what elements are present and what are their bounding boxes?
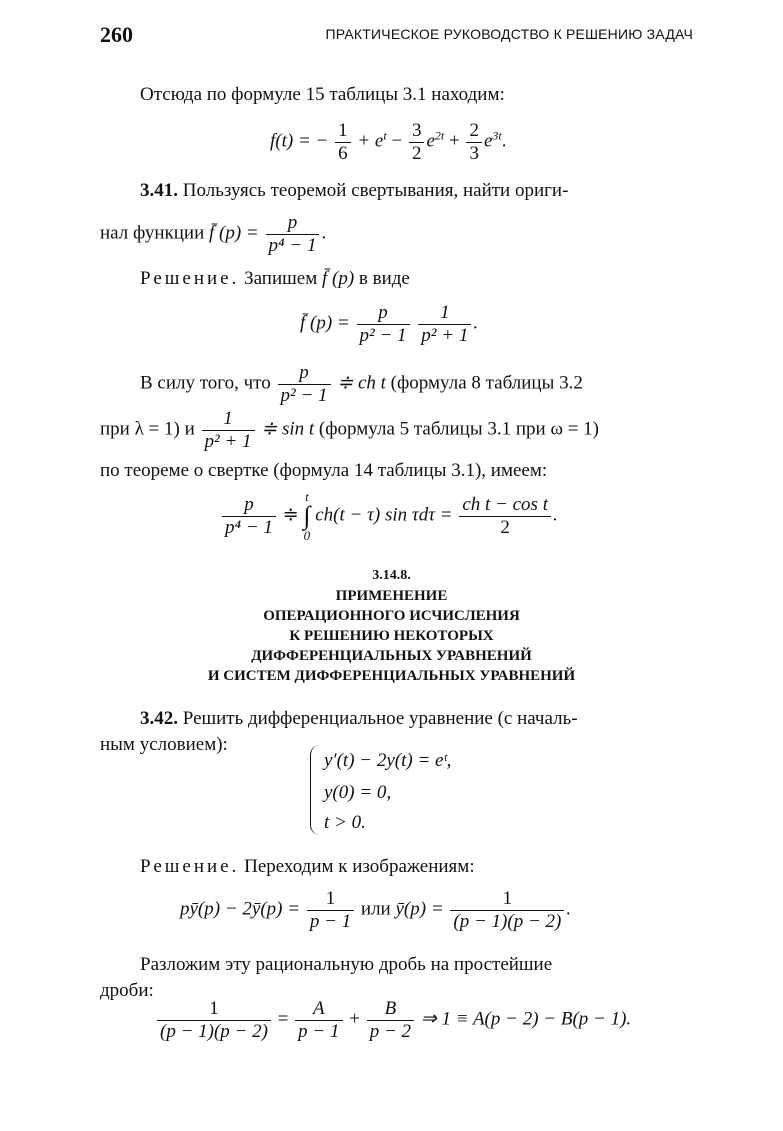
formula-part: pȳ(p) − 2ȳ(p) = <box>180 898 301 920</box>
system-eq-3: t > 0. <box>324 812 366 833</box>
denominator: p² − 1 <box>280 384 328 406</box>
section-title-line: ПРИМЕНЕНИЕ <box>335 588 448 604</box>
denominator: (p − 1)(p − 2) <box>160 1020 268 1042</box>
fraction <box>459 494 551 539</box>
denominator: p² − 1 <box>359 324 407 346</box>
problem-3-42-line1 <box>140 708 683 730</box>
system-eq-1: y′(t) − 2y(t) = eᵗ, <box>324 750 452 771</box>
formula-convolution <box>220 490 558 542</box>
formula-part <box>209 223 259 244</box>
formula-part: или <box>360 898 391 920</box>
numerator: 3 <box>409 120 425 143</box>
solution-label: Решение. <box>140 268 240 289</box>
fraction <box>222 494 276 539</box>
denominator: p⁴ − 1 <box>268 234 317 256</box>
problem-text: Пользуясь теоремой свертывания, найти ориги- <box>182 180 569 201</box>
fraction <box>307 888 354 933</box>
formula-part: . <box>501 130 507 152</box>
running-title: ПРАКТИЧЕСКОЕ РУКОВОДСТВО К РЕШЕНИЮ ЗАДАЧ <box>325 26 693 42</box>
paragraph-lambda <box>100 408 683 453</box>
denominator: p⁴ − 1 <box>225 516 273 538</box>
problem-text: нал функции <box>100 222 205 244</box>
section-number: 3.14.8. <box>372 568 411 583</box>
text-part: (формула 5 таблицы 3.1 при ω = 1) <box>318 418 600 440</box>
formula-part: + <box>448 130 460 152</box>
formula-part: + e <box>357 130 384 152</box>
formula-transform <box>180 888 571 933</box>
integral-sign: ∫ <box>303 501 311 530</box>
numerator: 1 <box>450 888 564 911</box>
formula-part: e <box>426 130 435 152</box>
paragraph: Отсюда по формуле 15 таблицы 3.1 находим: <box>140 84 505 105</box>
paragraph: дроби: <box>100 980 154 1001</box>
fraction <box>335 120 351 165</box>
exponent: t <box>383 128 387 143</box>
numerator: 2 <box>466 120 482 143</box>
fraction <box>409 120 425 165</box>
numerator: 1 <box>202 408 255 431</box>
denominator: p² + 1 <box>421 324 469 346</box>
paragraph: Разложим эту рациональную дробь на простейшие <box>140 954 553 975</box>
fraction <box>367 998 414 1043</box>
section-title-line: И СИСТЕМ ДИФФЕРЕНЦИАЛЬНЫХ УРАВНЕНИЙ <box>207 668 576 684</box>
solution-text: в виде <box>358 268 410 289</box>
numerator: A <box>295 998 342 1021</box>
numerator: B <box>367 998 414 1021</box>
formula-part: f̄ (p) = <box>209 222 259 244</box>
fraction <box>466 120 482 165</box>
formula-part: + <box>349 1008 360 1030</box>
denominator: 2 <box>411 142 422 164</box>
formula-part: ≑ <box>282 504 299 526</box>
formula-f-t <box>270 120 506 165</box>
lower-limit: 0 <box>303 528 311 543</box>
problem-3-42-line2: ным условием): <box>100 734 228 755</box>
solution-text: Переходим к изображениям: <box>244 856 475 877</box>
text-part: при λ = 1) и <box>100 418 195 440</box>
numerator: 1 <box>335 120 351 143</box>
upper-limit: t <box>305 489 309 504</box>
denominator: 2 <box>500 516 510 538</box>
numerator: 1 <box>418 302 471 325</box>
numerator: p <box>278 362 331 385</box>
solution-3-41 <box>140 268 683 290</box>
fraction <box>202 408 255 453</box>
exponent: 3t <box>492 128 502 143</box>
denominator: p − 1 <box>298 1020 340 1042</box>
numerator: p <box>222 494 276 517</box>
formula-part: f̄ (p) = <box>300 312 350 334</box>
fraction <box>295 998 342 1043</box>
fraction <box>266 212 320 257</box>
denominator: 6 <box>338 142 348 164</box>
page-header <box>100 22 693 48</box>
formula-part: ≑ sin t <box>261 418 315 440</box>
fraction <box>450 888 564 933</box>
formula-part: − <box>391 130 403 152</box>
formula-part: f(t) = − <box>270 130 329 152</box>
text-part: В силу того, что <box>140 372 271 394</box>
formula-part: e <box>483 130 493 152</box>
formula-part: f̄ (p) <box>321 268 355 289</box>
fraction <box>418 302 471 347</box>
numerator: ch t − cos t <box>459 494 551 517</box>
section-title-line: ОПЕРАЦИОННОГО ИСЧИСЛЕНИЯ <box>263 608 520 624</box>
formula-part: . <box>473 312 479 334</box>
text-part: (формула 8 таблицы 3.2 <box>390 372 583 394</box>
solution-3-42 <box>140 856 683 878</box>
system-brace <box>310 745 323 835</box>
formula-part: . <box>552 504 558 526</box>
problem-3-41-line2 <box>100 212 683 257</box>
exponent: 2t <box>434 128 445 143</box>
fraction <box>157 998 271 1043</box>
section-title-line: ДИФФЕРЕНЦИАЛЬНЫХ УРАВНЕНИЙ <box>251 648 532 664</box>
fraction <box>278 362 331 407</box>
formula-part: . <box>321 222 327 244</box>
formula-fbar <box>300 302 478 347</box>
formula-part: ≑ ch t <box>337 372 386 394</box>
problem-number: 3.42. <box>140 708 178 729</box>
solution-label: Решение. <box>140 856 240 877</box>
problem-number: 3.41. <box>140 180 178 201</box>
paragraph: по теореме о свертке (формула 14 таблицы 3.1), имеем: <box>100 460 548 481</box>
solution-text: Запишем <box>244 268 318 289</box>
paragraph-since <box>140 362 683 407</box>
system-eq-2: y(0) = 0, <box>324 782 392 803</box>
fraction <box>357 302 410 347</box>
integral-limits <box>303 490 310 542</box>
problem-3-41-line1 <box>140 180 683 202</box>
page-number: 260 <box>100 22 133 47</box>
formula-part: . <box>566 898 572 920</box>
formula-decomposition <box>155 998 631 1043</box>
formula-part: ȳ(p) = <box>395 898 444 920</box>
numerator: 1 <box>157 998 271 1021</box>
formula-part: = <box>277 1008 289 1030</box>
numerator: p <box>266 212 320 235</box>
denominator: (p − 1)(p − 2) <box>453 910 562 932</box>
denominator: 3 <box>469 142 479 164</box>
problem-text: Решить дифференциальное уравнение (с началь- <box>182 708 578 729</box>
formula-part: ch(t − τ) sin τdτ = <box>315 504 453 526</box>
denominator: p − 2 <box>369 1020 412 1042</box>
numerator: 1 <box>307 888 354 911</box>
denominator: p² + 1 <box>204 430 252 452</box>
formula-part: ⇒ 1 ≡ A(p − 2) − B(p − 1). <box>420 1008 632 1030</box>
numerator: p <box>357 302 410 325</box>
denominator: p − 1 <box>309 910 352 932</box>
section-title-line: К РЕШЕНИЮ НЕКОТОРЫХ <box>289 628 494 644</box>
